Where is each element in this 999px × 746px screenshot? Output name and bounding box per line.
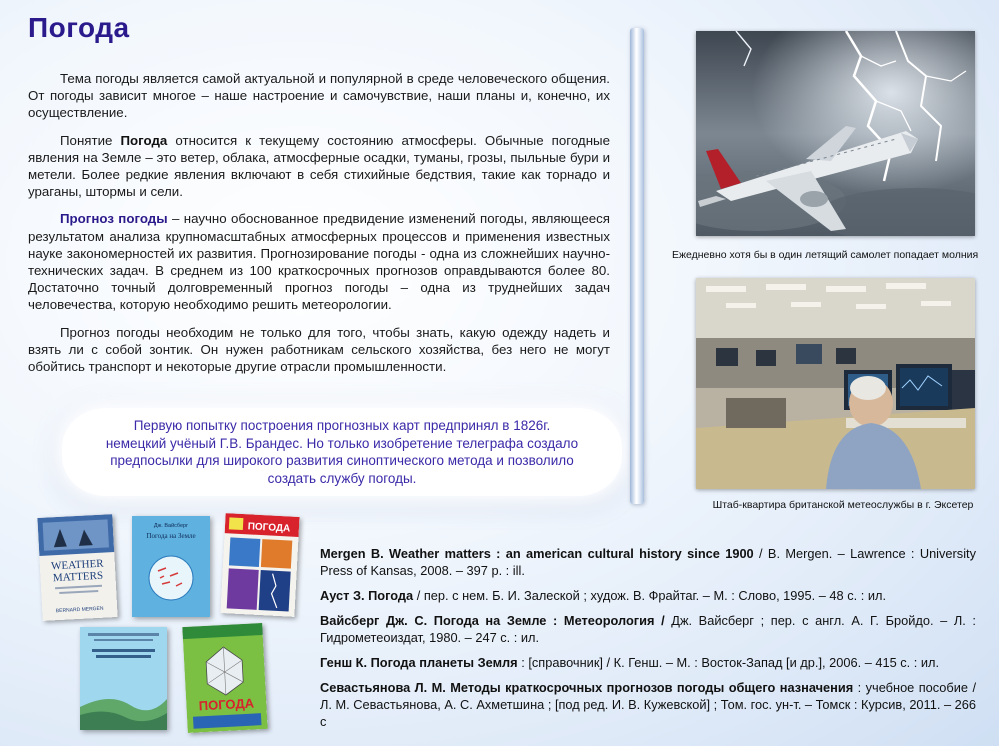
paragraph-forecast-body: – научно обоснованное предвидение изменений погоды, являющееся результатом анализа крупномасштабных атмосферных процессов и применения известных науке закономерностей их развития. Прогнозирование погоды - одна из сложнейших научно-технических задач. В среднем из 100 краткосрочных прогнозов оправдываются более 80. Достаточно точный долговременный прогноз погоды – одна из труднейших задач человечества, которую необходимо решить метеорологии.: [28, 211, 610, 313]
bibliography-entry: [320, 587, 976, 604]
page-title: Погода: [28, 12, 130, 43]
bibliography-entry: [320, 679, 976, 730]
entry-details: / B. Mergen. – Lawrence : University Press of Kansas, 2008. – 397 p. : ill.: [320, 546, 976, 578]
entry-title: Ауст З. Погода: [320, 588, 414, 603]
term-weather: Погода: [120, 132, 168, 148]
bibliography-entry: [320, 612, 976, 646]
callout-line: предпосылки для широкого развития синоптического метода и позволило: [110, 453, 574, 468]
met-office-photo: [696, 278, 975, 489]
entry-details: : учебное пособие / Л. М. Севастьянова, А. С. Ахметшина ; [под ред. И. В. Кужевской] ; Том. гос. ун-т. – Томск : Курсив, 2011. – 266 с: [320, 680, 977, 729]
office-photo-caption: Штаб-квартира британской метеослужбы в г. Эксетер: [712, 499, 974, 511]
entry-details: : [справочник] / К. Генш. – М. : Восток-Запад [и др.], 2006. – 415 с. : ил.: [517, 655, 940, 670]
bibliography-entry: [320, 545, 976, 579]
callout-line: Первую попытку построения прогнозных карт предпринял в 1826г.: [133, 418, 551, 433]
book2-title: Погода на Земле: [146, 532, 196, 540]
vertical-divider: [630, 28, 644, 504]
article-text: [28, 70, 610, 385]
book-cover-pogoda-aust: [220, 513, 299, 617]
book2-author: Дж. Вайсберг: [153, 523, 189, 529]
entry-title: Mergen B. Weather matters : an american cultural history since 1900: [320, 546, 754, 561]
book-cover-sevastyanova: [80, 627, 167, 730]
history-callout: [62, 408, 622, 496]
book-cover-pogoda-planety: [182, 623, 267, 733]
book1-author: BERNARD MERGEN: [55, 605, 104, 615]
book-cover-weather-matters: [37, 514, 117, 621]
lightning-airplane-photo: [696, 31, 975, 236]
bibliography-entry: [320, 654, 976, 671]
callout-line: создать службу погоды.: [267, 470, 417, 486]
book1-title-line2: MATTERS: [52, 569, 104, 585]
paragraph-weather-lead: Понятие: [60, 132, 121, 148]
callout-line: немецкий учёный Г.В. Брандес. Но только изобретение телеграфа создало: [105, 435, 579, 451]
book5-title: ПОГОДА: [198, 695, 255, 714]
entry-details: / пер. с нем. Б. И. Залеской ; худож. В. Фрайтаг. – М. : Слово, 1995. – 48 с. : ил.: [413, 588, 887, 603]
entry-title: Севастьянова Л. М. Методы краткосрочных прогнозов погоды общего назначения: [320, 680, 854, 695]
paragraph-weather-body: относится к текущему состоянию атмосферы. Обычные погодные явления на Земле – это ветер, облака, атмосферные осадки, туманы, грозы, пыльные бури и метели. Более редкие явления включают в себя стихийные бедствия, такие как торнадо и ураганы, штормы и сели.: [28, 132, 610, 200]
book1-title-line1: WEATHER: [50, 557, 104, 573]
paragraph-forecast-importance: Прогноз погоды необходим не только для того, чтобы знать, какую одежду надеть и взять ли с собой зонтик. Он нужен работникам сельского хозяйства, без него не могут обойтись транспорт и некоторые другие отрасли промышленности.: [28, 324, 610, 375]
book-cover-pogoda-na-zemle: [132, 516, 210, 617]
bibliography-list: [320, 545, 976, 738]
entry-title: Вайсберг Дж. С. Погода на Земле : Метеорология /: [320, 613, 665, 628]
entry-title: Генш К. Погода планеты Земля: [320, 655, 518, 670]
entry-details: Дж. Вайсберг ; пер. с англ. А. Г. Бройдо. – Л. : Гидрометеоиздат, 1980. – 247 с. : ил.: [320, 613, 976, 645]
term-forecast: Прогноз погоды: [60, 211, 168, 227]
paragraph-intro: Тема погоды является самой актуальной и популярной в среде человеческого общения. От погоды зависит многое – наше настроение и самочувствие, наши планы и, конечно, их осуществление.: [28, 71, 610, 121]
book3-title: ПОГОДА: [247, 521, 291, 535]
lightning-photo-caption: Ежедневно хотя бы в один летящий самолет попадает молния: [672, 249, 979, 261]
paragraph-weather-definition: [28, 132, 610, 201]
paragraph-forecast-definition: [28, 210, 610, 313]
